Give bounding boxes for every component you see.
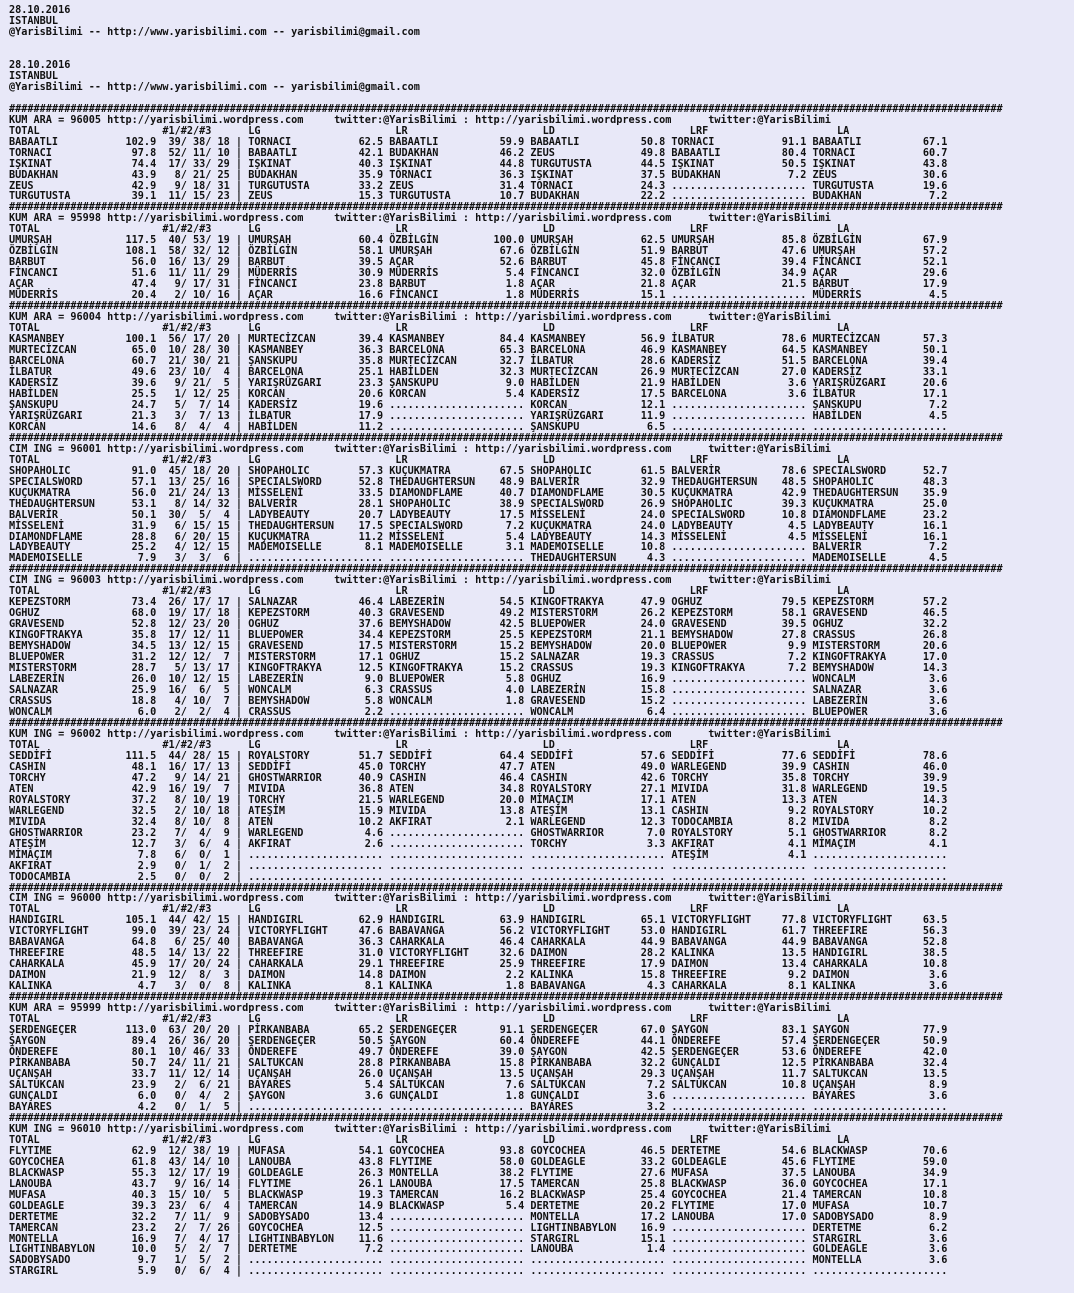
report-line: SADOBYSADO 9.7 1/ 5/ 2 | ...................... ...................... ...................... ...................... MONTELLA 3.6 (9, 1255, 948, 1267)
report-line: ATEŞİM 12.7 3/ 6/ 4 | AKFIRAT 2.6 ...................... TORCHY 3.3 AKFIRAT 4.1 MİMAÇIM 4.1 (9, 838, 948, 850)
column-header-line: TOTAL #1/#2/#3 LG LR LD LRF LA (9, 739, 850, 751)
column-header-line: TOTAL #1/#2/#3 LG LR LD LRF LA (9, 454, 850, 466)
report-line: BABAVANGA 64.8 6/ 25/ 40 | BABAVANGA 36.3 CAHARKALA 46.4 CAHARKALA 44.9 BABAVANGA 44.9 BABAVANGA 52.8 (9, 937, 948, 949)
report-line: GUNÇALDI 6.0 0/ 4/ 2 | ŞAYGON 3.6 GUNÇALDI 1.8 GUNÇALDI 3.6 ...................... BAYARES 3.6 (9, 1090, 948, 1102)
report-line: KASMANBEY 100.1 56/ 17/ 20 | MURTECİZCAN 39.4 KASMANBEY 84.4 KASMANBEY 56.9 İLBATUR 78.6 MURTECİZCAN 57.3 (9, 334, 948, 346)
report-line: ISTANBUL (9, 70, 59, 82)
report-line: UÇANŞAH 33.7 11/ 12/ 14 | UÇANŞAH 26.0 UÇANŞAH 13.5 UÇANŞAH 29.3 UÇANŞAH 11.7 SALTUKCAN 13.5 (9, 1068, 948, 1080)
report-line: MADEMOISELLE 7.9 3/ 3/ 6 | ...................... ...................... THEDAUGHTERSUN 4.3 ...................... MADEMOISELLE 4.5 (9, 553, 948, 565)
race-header-line: KUM ARA = 96005 http://yarisbilimi.wordpress.com twitter:@YarisBilimi : http://yarisbilimi.wordpress.com twitter:@YarisBilimi (9, 114, 831, 126)
report-line: MUFASA 40.3 15/ 10/ 5 | BLACKWASP 19.3 TAMERCAN 16.2 BLACKWASP 25.4 GOYCOCHEA 21.4 TAMERCAN 10.8 (9, 1189, 948, 1201)
report-line: KINGOFTRAKYA 35.8 17/ 12/ 11 | BLUEPOWER 34.4 KEPEZSTORM 25.5 KEPEZSTORM 21.1 BEMYSHADOW 27.8 CRASSUS 26.8 (9, 630, 948, 642)
report-line: ATEN 42.9 16/ 19/ 7 | MIVIDA 36.8 ATEN 34.8 ROYALSTORY 27.1 MIVIDA 31.8 WARLEGEND 19.5 (9, 783, 948, 795)
report-line: TURGUTUSTA 39.1 11/ 15/ 23 | ZEUS 15.3 TURGUTUSTA 10.7 BUDAKHAN 22.2 ...................... BUDAKHAN 7.2 (9, 191, 948, 203)
report-line: @YarisBilimi -- http://www.yarisbilimi.com -- yarisbilimi@gmail.com (9, 81, 420, 93)
race-header-line: CIM ING = 96001 http://yarisbilimi.wordpress.com twitter:@YarisBilimi : http://yarisbilimi.wordpress.com twitter:@YarisBilimi (9, 443, 831, 455)
report-line: KALINKA 4.7 3/ 0/ 8 | KALINKA 8.1 KALINKA 1.8 BABAVANGA 4.3 CAHARKALA 8.1 KALINKA 3.6 (9, 981, 948, 993)
report-line: HABİLDEN 25.5 1/ 12/ 25 | KORCAN 20.6 KORCAN 5.4 KADERSİZ 17.5 BARCELONA 3.6 İLBATUR 17.1 (9, 388, 948, 400)
report-line: MİMAÇIM 7.8 6/ 0/ 1 | ...................... ...................... ...................... ATEŞİM 4.1 ...................... (9, 849, 948, 861)
report-line: MİSSELENİ 31.9 6/ 15/ 15 | THEDAUGHTERSUN 17.5 SPECIALSWORD 7.2 KUÇUKMATRA 24.0 LADYBEAUTY 4.5 LADYBEAUTY 16.1 (9, 520, 948, 532)
report-line: BARBUT 56.0 16/ 13/ 29 | BARBUT 39.5 AÇAR 52.6 BARBUT 45.8 FİNCANCI 39.4 FİNCANCI 52.1 (9, 257, 948, 269)
report-line: MONTELLA 16.9 7/ 4/ 17 | LIGHTINBABYLON 11.6 ...................... STARGIRL 15.1 ...................... STARGIRL 3.6 (9, 1233, 948, 1245)
report-line: MURTECİZCAN 65.0 10/ 28/ 30 | KASMANBEY 36.3 BARCELONA 65.3 BARCELONA 46.9 KASMANBEY 64.5 KASMANBEY 50.1 (9, 345, 948, 357)
race-header-line: CIM ING = 96000 http://yarisbilimi.wordpress.com twitter:@YarisBilimi : http://yarisbilimi.wordpress.com twitter:@YarisBilimi (9, 893, 831, 905)
report-line: ŞANSKUPU 24.7 5/ 7/ 14 | KADERSİZ 19.6 ...................... KORCAN 12.1 ...................... ŞANSKUPU 7.2 (9, 399, 948, 411)
report-line: BUDAKHAN 43.9 8/ 21/ 25 | BUDAKHAN 35.9 TORNACI 36.3 IŞKINAT 37.5 BUDAKHAN 7.2 ZEUS 30.6 (9, 169, 948, 181)
report-line: LADYBEAUTY 25.2 4/ 12/ 15 | MADEMOISELLE 8.1 MADEMOISELLE 3.1 MADEMOISELLE 10.8 ...................... BALVERİR 7.2 (9, 542, 948, 554)
report-line: SALTUKCAN 23.9 2/ 6/ 21 | BAYARES 5.4 SALTUKCAN 7.6 SALTUKCAN 7.2 SALTUKCAN 10.8 UÇANŞAH 8.9 (9, 1079, 948, 1091)
column-header-line: TOTAL #1/#2/#3 LG LR LD LRF LA (9, 904, 850, 916)
column-header-line: TOTAL #1/#2/#3 LG LR LD LRF LA (9, 323, 850, 335)
separator-line: ################################################################################################################################################################## (9, 882, 1003, 894)
report-line: DERTETME 32.2 7/ 11/ 9 | SADOBYSADO 13.4 ...................... MONTELLA 17.2 LANOUBA 17.0 SADOBYSADO 8.9 (9, 1211, 948, 1223)
report-line: GRAVESEND 52.8 12/ 23/ 20 | OGHUZ 37.6 BEMYSHADOW 42.5 BLUEPOWER 24.0 GRAVESEND 39.5 OGHUZ 32.2 (9, 619, 948, 631)
separator-line: ################################################################################################################################################################## (9, 717, 1003, 729)
blank-line (9, 50, 1003, 61)
report-line: CRASSUS 18.8 4/ 10/ 7 | BEMYSHADOW 5.8 WONCALM 1.8 GRAVESEND 15.2 ...................... LABEZERİN 3.6 (9, 696, 948, 708)
report-line: THREEFIRE 48.5 14/ 13/ 22 | THREEFIRE 31.0 VICTORYFLIGHT 32.6 DAIMON 28.2 KALINKA 13.5 HANDIGIRL 38.5 (9, 948, 948, 960)
report-line: WONCALM 6.0 2/ 2/ 4 | CRASSUS 2.2 ...................... WONCALM 6.4 ...................... BLUEPOWER 3.6 (9, 707, 948, 718)
report-line: THEDAUGHTERSUN 53.1 8/ 14/ 32 | BALVERİR 28.1 SHOPAHOLIC 38.9 SPECIALSWORD 26.9 SHOPAHOLIC 39.3 KUÇUKMATRA 25.0 (9, 498, 948, 510)
column-header-line: TOTAL #1/#2/#3 LG LR LD LRF LA (9, 1014, 850, 1026)
report-line: BALVERİR 50.1 30/ 5/ 4 | LADYBEAUTY 20.7 LADYBEAUTY 17.5 MİSSELENİ 24.0 SPECIALSWORD 10.8 DIAMONDFLAME 23.2 (9, 509, 948, 521)
report-line: BEMYSHADOW 34.5 13/ 12/ 15 | GRAVESEND 17.5 MISTERSTORM 15.2 BEMYSHADOW 20.0 BLUEPOWER 9.9 MISTERSTORM 20.6 (9, 641, 948, 653)
report-line: SPECIALSWORD 57.1 13/ 25/ 16 | SPECIALSWORD 52.8 THEDAUGHTERSUN 48.9 BALVERİR 32.9 THEDAUGHTERSUN 48.5 SHOPAHOLIC 48.3 (9, 476, 948, 488)
column-header-line: TOTAL #1/#2/#3 LG LR LD LRF LA (9, 586, 850, 598)
report-line: ROYALSTORY 37.2 8/ 10/ 19 | TORCHY 21.5 WARLEGEND 20.0 MİMAÇIM 17.1 ATEN 13.3 ATEN 14.3 (9, 794, 948, 806)
report-line: İLBATUR 49.6 23/ 10/ 4 | BARCELONA 25.1 HABİLDEN 32.3 MURTECİZCAN 26.9 MURTECİZCAN 27.0 KADERSİZ 33.1 (9, 366, 948, 378)
report-line: @YarisBilimi -- http://www.yarisbilimi.com -- yarisbilimi@gmail.com (9, 26, 420, 38)
date-line: 28.10.2016 (9, 59, 71, 71)
separator-line: ################################################################################################################################################################## (9, 301, 1003, 313)
report-line: OGHUZ 68.0 19/ 17/ 18 | KEPEZSTORM 40.3 GRAVESEND 49.2 MISTERSTORM 26.2 KEPEZSTORM 58.1 GRAVESEND 46.5 (9, 608, 948, 620)
report-line: GOLDEAGLE 39.3 23/ 6/ 4 | TAMERCAN 14.9 BLACKWASP 5.4 DERTETME 20.2 FLYTIME 17.0 MUFASA 10.7 (9, 1200, 948, 1212)
report-line: KORCAN 14.6 8/ 4/ 4 | HABİLDEN 11.2 ...................... ŞANSKUPU 6.5 ...................... ...................... (9, 421, 948, 433)
report-line: IŞKINAT 74.4 17/ 33/ 29 | IŞKINAT 40.3 IŞKINAT 44.8 TURGUTUSTA 44.5 IŞKINAT 50.5 IŞKINAT 43.8 (9, 158, 948, 170)
report-line: MIVIDA 32.4 8/ 10/ 8 | ATEN 10.2 AKFIRAT 2.1 WARLEGEND 12.3 TODOCAMBIA 8.2 MIVIDA 8.2 (9, 816, 948, 828)
report-line: ISTANBUL (9, 15, 59, 27)
separator-line: ################################################################################################################################################################## (9, 432, 1003, 444)
report-line: LABEZERİN 26.0 10/ 12/ 15 | LABEZERİN 9.0 BLUEPOWER 5.8 OGHUZ 16.9 ...................... WONCALM 3.6 (9, 674, 948, 686)
report-line: DAIMON 21.9 12/ 8/ 3 | DAIMON 14.8 DAIMON 2.2 KALINKA 15.8 THREEFIRE 9.2 DAIMON 3.6 (9, 970, 948, 982)
report-line: ŞAYGON 89.4 26/ 36/ 20 | ŞERDENGEÇER 50.5 ŞAYGON 60.4 ÖNDEREFE 44.1 ÖNDEREFE 57.4 ŞERDENGEÇER 50.9 (9, 1036, 948, 1048)
column-header-line: TOTAL #1/#2/#3 LG LR LD LRF LA (9, 1134, 850, 1146)
separator-line: ################################################################################################################################################################## (9, 103, 1003, 115)
report-line: SALNAZAR 25.9 16/ 6/ 5 | WONCALM 6.3 CRASSUS 4.0 LABEZERİN 15.8 ...................... SALNAZAR 3.6 (9, 685, 948, 697)
report-line: VICTORYFLIGHT 99.0 39/ 23/ 24 | VICTORYFLIGHT 47.6 BABAVANGA 56.2 VICTORYFLIGHT 53.0 HANDIGIRL 61.7 THREEFIRE 56.3 (9, 926, 948, 938)
race-header-line: KUM ARA = 95998 http://yarisbilimi.wordpress.com twitter:@YarisBilimi : http://yarisbilimi.wordpress.com twitter:@YarisBilimi (9, 213, 831, 225)
race-header-line: KUM ARA = 95999 http://yarisbilimi.wordpress.com twitter:@YarisBilimi : http://yarisbilimi.wordpress.com twitter:@YarisBilimi (9, 1003, 831, 1015)
report-line: DIAMONDFLAME 28.8 6/ 20/ 15 | KUÇUKMATRA 11.2 MİSSELENİ 5.4 LADYBEAUTY 14.3 MİSSELENİ 4.5 MİSSELENİ 16.1 (9, 531, 948, 543)
report-line: TORCHY 47.2 9/ 14/ 21 | GHOSTWARRIOR 40.9 CASHIN 46.4 CASHIN 42.6 TORCHY 35.8 TORCHY 39.9 (9, 772, 948, 784)
report-line: KUÇUKMATRA 56.0 21/ 24/ 13 | MİSSELENİ 33.5 DIAMONDFLAME 40.7 DIAMONDFLAME 30.5 KUÇUKMATRA 42.9 THEDAUGHTERSUN 35.9 (9, 487, 948, 499)
report-line: ÖNDEREFE 80.1 10/ 46/ 33 | ÖNDEREFE 49.7 ÖNDEREFE 39.0 ŞAYGON 42.5 ŞERDENGEÇER 53.6 ÖNDEREFE 42.0 (9, 1047, 948, 1059)
report-line: SHOPAHOLIC 91.0 45/ 18/ 20 | SHOPAHOLIC 57.3 KUÇUKMATRA 67.5 SHOPAHOLIC 61.5 BALVERİR 78.6 SPECIALSWORD 52.7 (9, 465, 948, 477)
blank-line (9, 39, 1003, 50)
report-line: GHOSTWARRIOR 23.2 7/ 4/ 9 | WARLEGEND 4.6 ...................... GHOSTWARRIOR 7.0 ROYALSTORY 5.1 GHOSTWARRIOR 8.2 (9, 827, 948, 839)
report-line: SEDDİFİ 111.5 44/ 28/ 15 | ROYALSTORY 51.7 SEDDİFİ 64.4 SEDDİFİ 57.6 SEDDİFİ 77.6 SEDDİFİ 78.6 (9, 750, 948, 762)
report-line: AÇAR 47.4 9/ 17/ 31 | FİNCANCI 23.8 BARBUT 1.8 AÇAR 21.8 AÇAR 21.5 BARBUT 17.9 (9, 279, 948, 291)
report-line: PİRKANBABA 50.7 24/ 11/ 21 | SALTUKCAN 28.8 PİRKANBABA 15.8 PİRKANBABA 32.2 GUNÇALDI 12.5 PİRKANBABA 32.4 (9, 1058, 948, 1069)
report-line: AKFIRAT 2.9 0/ 1/ 2 | ...................... ...................... ...................... ...................... ...................... (9, 860, 948, 872)
race-header-line: KUM ING = 96002 http://yarisbilimi.wordpress.com twitter:@YarisBilimi : http://yarisbilimi.wordpress.com twitter:@YarisBilimi (9, 728, 831, 740)
separator-line: ################################################################################################################################################################## (9, 564, 1003, 576)
report-line: TODOCAMBIA 2.5 0/ 0/ 2 | ...................... ...................... ...................... ...................... ...................... (9, 871, 948, 883)
report-line: ŞERDENGEÇER 113.0 63/ 20/ 20 | PİRKANBABA 65.2 ŞERDENGEÇER 91.1 ŞERDENGEÇER 67.0 ŞAYGON 83.1 ŞAYGON 77.9 (9, 1025, 948, 1037)
report-line: TORNACI 97.8 52/ 11/ 10 | BABAATLI 42.1 BUDAKHAN 46.2 ZEUS 49.8 BABAATLI 80.4 TORNACI 60.7 (9, 147, 948, 159)
report-line: MISTERSTORM 28.7 5/ 13/ 17 | KINGOFTRAKYA 12.5 KINGOFTRAKYA 15.2 CRASSUS 19.3 KINGOFTRAKYA 7.2 BEMYSHADOW 14.3 (9, 663, 948, 675)
date-line: 28.10.2016 (9, 5, 71, 16)
report-line: GOYCOCHEA 61.8 43/ 14/ 10 | LANOUBA 43.8 FLYTIME 58.0 GOLDEAGLE 33.2 GOLDEAGLE 45.6 FLYTIME 59.0 (9, 1156, 948, 1168)
report-line: CAHARKALA 45.9 17/ 20/ 24 | CAHARKALA 29.1 THREEFIRE 25.9 THREEFIRE 17.9 DAIMON 13.4 CAHARKALA 10.8 (9, 959, 948, 971)
report-line: FİNCANCI 51.6 11/ 11/ 29 | MÜDERRİS 30.9 MÜDERRİS 5.4 FİNCANCI 32.0 ÖZBİLGİN 34.9 AÇAR 29.6 (9, 268, 948, 280)
report-line: YARIŞRÜZGARI 21.3 3/ 7/ 13 | İLBATUR 17.9 ...................... YARIŞRÜZGARI 11.9 ...................... HABİLDEN 4.5 (9, 410, 948, 422)
report-line: WARLEGEND 32.5 2/ 10/ 18 | ATEŞİM 15.9 MIVIDA 13.8 ATEŞİM 13.1 CASHIN 9.2 ROYALSTORY 10.2 (9, 805, 948, 817)
report-line: MÜDERRİS 20.4 2/ 10/ 16 | AÇAR 16.6 FİNCANCI 1.8 MÜDERRİS 15.1 ...................... MÜDERRİS 4.5 (9, 290, 948, 302)
column-header-line: TOTAL #1/#2/#3 LG LR LD LRF LA (9, 125, 850, 137)
report-line: KEPEZSTORM 73.4 26/ 17/ 17 | SALNAZAR 46.4 LABEZERİN 54.5 KINGOFTRAKYA 47.9 OGHUZ 79.5 KEPEZSTORM 57.2 (9, 597, 948, 609)
report-line: LANOUBA 43.7 9/ 16/ 14 | FLYTIME 26.1 LANOUBA 17.5 TAMERCAN 25.8 BLACKWASP 36.0 GOYCOCHEA 17.1 (9, 1178, 948, 1190)
report-line: BARCELONA 60.7 21/ 30/ 21 | ŞANSKUPU 35.8 MURTECİZCAN 32.7 İLBATUR 28.6 KADERSİZ 51.5 BARCELONA 39.4 (9, 356, 948, 367)
race-header-line: KUM ARA = 96004 http://yarisbilimi.wordpress.com twitter:@YarisBilimi : http://yarisbilimi.wordpress.com twitter:@YarisBilimi (9, 312, 831, 324)
separator-line: ################################################################################################################################################################## (9, 202, 1003, 214)
report-line: STARGIRL 5.9 0/ 6/ 4 | ...................... ...................... ...................... ...................... ...................... (9, 1266, 948, 1278)
report-line: UMURŞAH 117.5 40/ 53/ 19 | UMURŞAH 60.4 ÖZBİLGİN 100.0 UMURŞAH 62.5 UMURŞAH 85.8 ÖZBİLGİN 67.9 (9, 235, 948, 247)
report-line: CASHIN 48.1 16/ 17/ 13 | SEDDİFİ 45.0 TORCHY 47.7 ATEN 49.0 WARLEGEND 39.9 CASHIN 46.0 (9, 761, 948, 773)
report-line: BABAATLI 102.9 39/ 38/ 18 | TORNACI 62.5 BABAATLI 59.9 BABAATLI 50.8 TORNACI 91.1 BABAATLI 67.1 (9, 136, 948, 148)
report-line: HANDIGIRL 105.1 44/ 42/ 15 | HANDIGIRL 62.9 HANDIGIRL 63.9 HANDIGIRL 65.1 VICTORYFLIGHT 77.8 VICTORYFLIGHT 63.5 (9, 915, 948, 927)
report-line: TAMERCAN 23.2 2/ 7/ 26 | GOYCOCHEA 12.5 ...................... LIGHTINBABYLON 16.9 ...................... DERTETME 6.2 (9, 1222, 948, 1234)
report-line: FLYTIME 62.9 12/ 38/ 19 | MUFASA 54.1 GOYCOCHEA 93.8 GOYCOCHEA 46.5 DERTETME 54.6 BLACKWASP 70.6 (9, 1145, 948, 1157)
race-report-document (9, 6, 1003, 1278)
report-line: ZEUS 42.9 9/ 18/ 31 | TURGUTUSTA 33.2 ZEUS 31.4 TORNACI 24.3 ...................... TURGUTUSTA 19.6 (9, 180, 948, 192)
report-line: BLACKWASP 55.3 12/ 17/ 19 | GOLDEAGLE 26.3 MONTELLA 38.2 FLYTIME 27.6 MUFASA 37.5 LANOUBA 34.9 (9, 1167, 948, 1179)
report-line: LIGHTINBABYLON 10.0 5/ 2/ 7 | DERTETME 7.2 ...................... LANOUBA 1.4 ...................... GOLDEAGLE 3.6 (9, 1244, 948, 1256)
separator-line: ################################################################################################################################################################## (9, 1112, 1003, 1124)
report-line: BAYARES 4.2 0/ 1/ 5 | ...................... ...................... BAYARES 3.2 ...................... ...................... (9, 1101, 948, 1113)
report-line: ÖZBİLGİN 108.1 58/ 32/ 12 | ÖZBİLGİN 58.1 UMURŞAH 67.6 ÖZBİLGİN 51.9 BARBUT 47.6 UMURŞAH 57.2 (9, 246, 948, 258)
report-line: KADERSİZ 39.6 9/ 21/ 5 | YARIŞRÜZGARI 23.3 ŞANSKUPU 9.0 HABİLDEN 21.9 HABİLDEN 3.6 YARIŞRÜZGARI 20.6 (9, 377, 948, 389)
race-header-line: CIM ING = 96003 http://yarisbilimi.wordpress.com twitter:@YarisBilimi : http://yarisbilimi.wordpress.com twitter:@YarisBilimi (9, 575, 831, 587)
race-header-line: KUM ING = 96010 http://yarisbilimi.wordpress.com twitter:@YarisBilimi : http://yarisbilimi.wordpress.com twitter:@YarisBilimi (9, 1123, 831, 1135)
report-line: BLUEPOWER 31.2 12/ 12/ 7 | MISTERSTORM 17.1 OGHUZ 15.2 SALNAZAR 19.3 CRASSUS 7.2 KINGOFTRAKYA 17.0 (9, 652, 948, 664)
separator-line: ################################################################################################################################################################## (9, 992, 1003, 1004)
column-header-line: TOTAL #1/#2/#3 LG LR LD LRF LA (9, 224, 850, 236)
